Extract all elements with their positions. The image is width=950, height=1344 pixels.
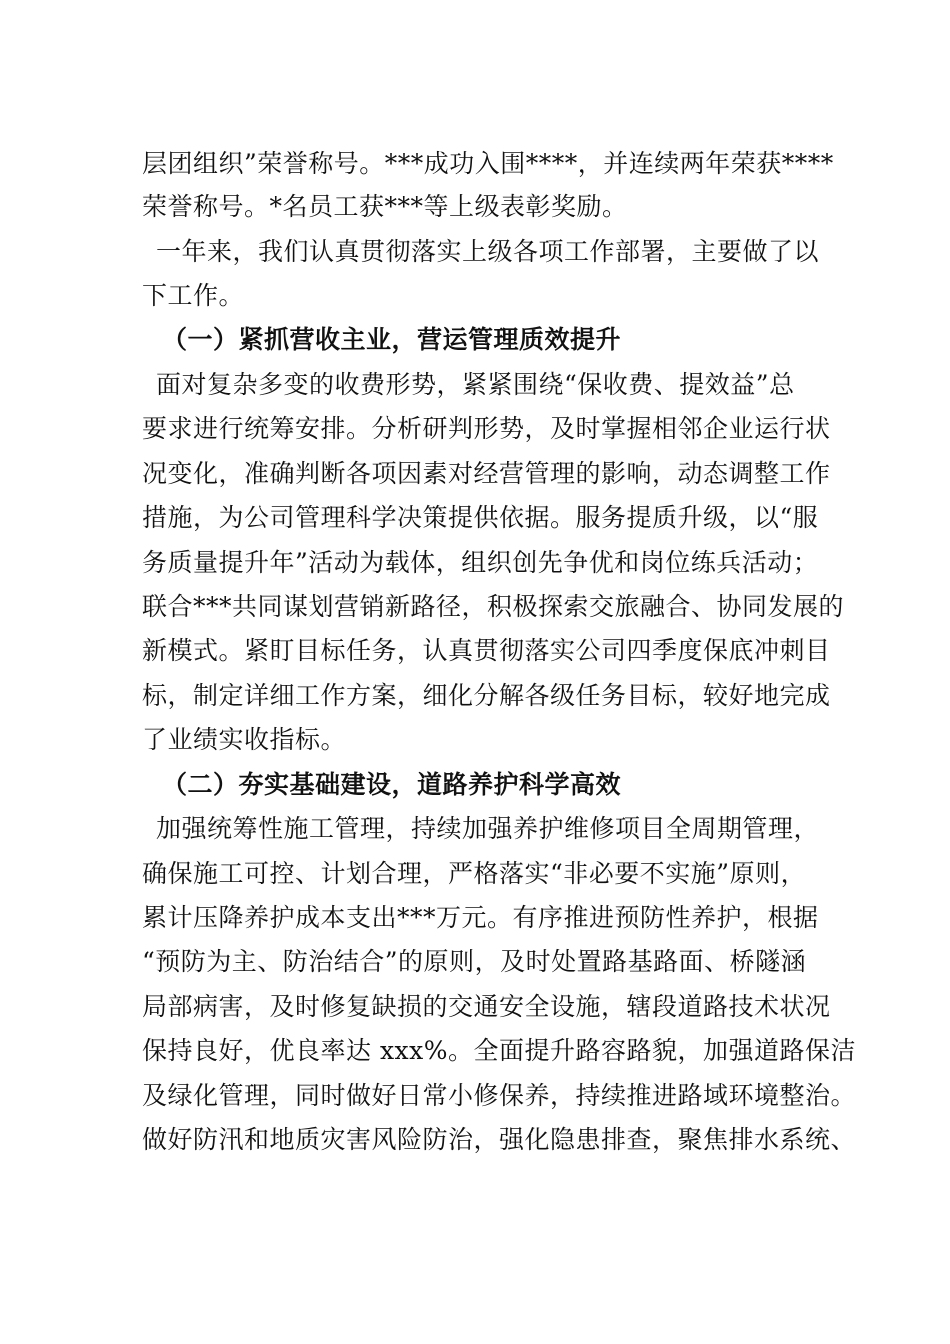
text-line: 局部病害，及时修复缺损的交通安全设施，辖段道路技术状况 (142, 992, 831, 1021)
text-line: 下工作。 (142, 281, 245, 310)
text-line: 荣誉称号。*名员工获***等上级表彰奖励。 (142, 192, 628, 221)
paragraph-start-line: 面对复杂多变的收费形势，紧紧围绕“保收费、提效益”总 (156, 370, 795, 399)
text-line: 务质量提升年”活动为载体，组织创先争优和岗位练兵活动； (142, 548, 819, 577)
text-line: 措施，为公司管理科学决策提供依据。服务提质升级，以“服 (142, 503, 819, 532)
text-line: 保持良好，优良率达 xxx%。全面提升路容路貌，加强道路保洁 (142, 1036, 857, 1065)
text-line: 累计压降养护成本支出***万元。有序推进预防性养护，根据 (142, 903, 819, 932)
text-line: 及绿化管理，同时做好日常小修保养，持续推进路域环境整治。 (142, 1081, 857, 1110)
text-line: 联合***共同谋划营销新路径，积极探索交旅融合、协同发展的 (142, 592, 845, 621)
text-line: 标，制定详细工作方案，细化分解各级任务目标，较好地完成 (142, 681, 831, 710)
text-line: 确保施工可控、计划合理，严格落实“非必要不实施”原则， (142, 859, 807, 888)
text-line: “预防为主、防治结合”的原则，及时处置路基路面、桥隧涵 (142, 947, 807, 976)
section-heading-1: （一）紧抓营收主业，营运管理质效提升 (162, 325, 622, 354)
text-line: 要求进行统筹安排。分析研判形势，及时掌握相邻企业运行状 (142, 414, 831, 443)
paragraph-start-line: 加强统筹性施工管理，持续加强养护维修项目全周期管理， (156, 814, 820, 843)
text-line: 新模式。紧盯目标任务，认真贯彻落实公司四季度保底冲刺目 (142, 636, 831, 665)
section-heading-2: （二）夯实基础建设，道路养护科学高效 (162, 770, 622, 799)
text-line: 做好防汛和地质灾害风险防治，强化隐患排查，聚焦排水系统、 (142, 1125, 857, 1154)
text-line: 了业绩实收指标。 (142, 725, 347, 754)
paragraph-start-line: 一年来，我们认真贯彻落实上级各项工作部署，主要做了以 (156, 237, 820, 266)
text-line: 况变化，准确判断各项因素对经营管理的影响，动态调整工作 (142, 459, 831, 488)
text-line: 层团组织”荣誉称号。***成功入围****，并连续两年荣获**** (142, 149, 834, 178)
